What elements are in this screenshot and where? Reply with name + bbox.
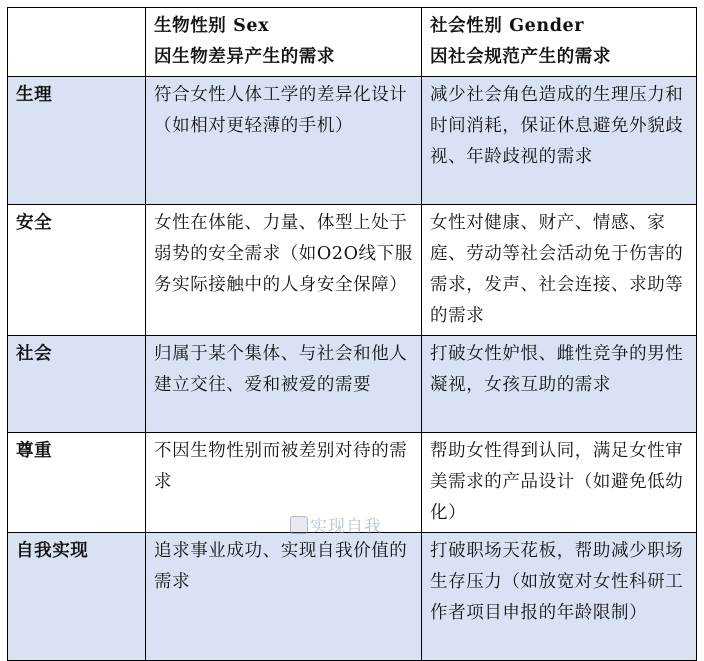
row-sex-need: 追求事业成功、实现自我价值的需求	[146, 533, 422, 661]
table-row	[8, 336, 697, 433]
row-category: 尊重	[8, 433, 146, 533]
header-empty-cell	[8, 8, 146, 77]
table-header-row	[8, 8, 697, 77]
table-row	[8, 205, 697, 336]
row-category: 安全	[8, 205, 146, 336]
header-gender-subtitle: 因社会规范产生的需求	[430, 47, 611, 67]
row-sex-need: 符合女性人体工学的差异化设计（如相对更轻薄的手机）	[146, 77, 422, 205]
row-sex-need: 不因生物性别而被差别对待的需求	[146, 433, 422, 533]
header-sex	[146, 8, 422, 77]
table-row	[8, 77, 697, 205]
row-gender-need: 打破女性妒恨、雌性竞争的男性凝视，女孩互助的需求	[422, 336, 697, 433]
table-row	[8, 533, 697, 661]
row-gender-need: 打破职场天花板，帮助减少职场生存压力（如放宽对女性科研工作者项目申报的年龄限制）	[422, 533, 697, 661]
needs-comparison-table	[7, 7, 697, 661]
watermark-text: 实现自我	[310, 517, 382, 537]
header-sex-subtitle: 因生物差异产生的需求	[154, 47, 335, 67]
row-category: 自我实现	[8, 533, 146, 661]
header-gender	[422, 8, 697, 77]
row-category: 生理	[8, 77, 146, 205]
row-category: 社会	[8, 336, 146, 433]
header-sex-title: 生物性别 Sex	[154, 16, 270, 36]
table-row	[8, 433, 697, 533]
header-gender-title: 社会性别 Gender	[430, 16, 585, 36]
row-sex-need: 归属于某个集体、与社会和他人建立交往、爱和被爱的需要	[146, 336, 422, 433]
row-sex-need: 女性在体能、力量、体型上处于弱势的安全需求（如O2O线下服务实际接触中的人身安全保障）	[146, 205, 422, 336]
row-gender-need: 帮助女性得到认同，满足女性审美需求的产品设计（如避免低幼化）	[422, 433, 697, 533]
row-gender-need: 女性对健康、财产、情感、家庭、劳动等社会活动免于伤害的需求，发声、社会连接、求助等的需求	[422, 205, 697, 336]
row-gender-need: 减少社会角色造成的生理压力和时间消耗，保证休息避免外貌歧视、年龄歧视的需求	[422, 77, 697, 205]
